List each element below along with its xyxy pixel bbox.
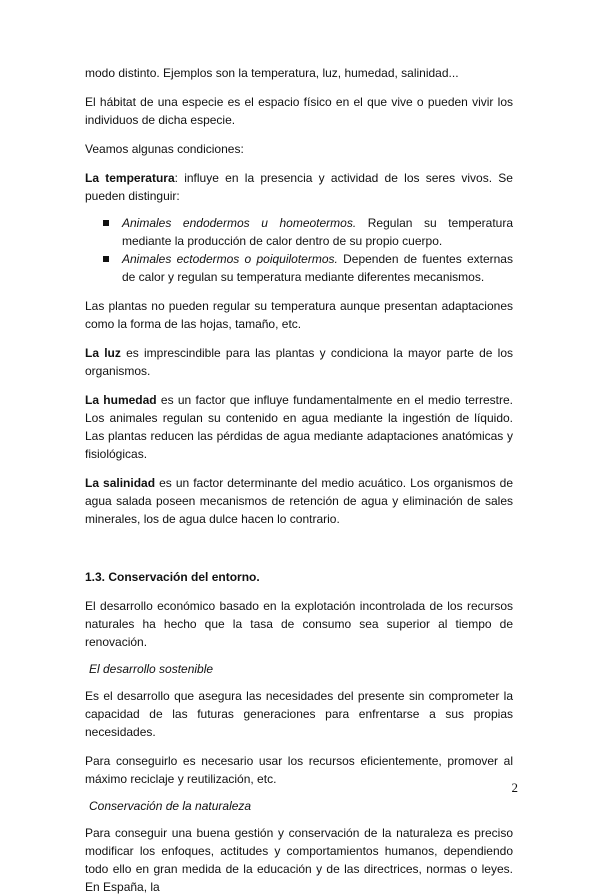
square-bullet-icon bbox=[103, 220, 109, 226]
term-temperature: La temperatura bbox=[85, 171, 175, 185]
term-light: La luz bbox=[85, 346, 121, 360]
animal-types-list bbox=[85, 214, 513, 286]
page-number: 2 bbox=[511, 780, 518, 795]
term-salinity: La salinidad bbox=[85, 476, 156, 490]
subheading-nature-conservation: Conservación de la naturaleza bbox=[89, 799, 252, 813]
paragraph-sustainable-definition: Es el desarrollo que asegura las necesidades del presente sin comprometer la capacidad de las futuras generaciones para enfrentarse a sus propias necesidades. bbox=[85, 689, 513, 739]
paragraph-conservation: Para conseguir una buena gestión y conservación de la naturaleza es preciso modificar los enfoques, actitudes y comportamientos humanos, dependiendo todo ello en gran medida de la educación y de las directrices, normas o leyes. En España, la bbox=[85, 826, 513, 894]
term-humidity: La humedad bbox=[85, 393, 157, 407]
list-item: Animales ectodermos o poiquilotermos. Dependen de fuentes externas de calor y regulan su temperatura mediante diferentes mecanismos. bbox=[85, 250, 513, 286]
paragraph-salinity: La salinidad es un factor determinante del medio acuático. Los organismos de agua salada poseen mecanismos de retención de agua y eliminación de sales minerales, los de agua dulce hacen lo contrario. bbox=[85, 476, 513, 526]
paragraph-plants-temperature: Las plantas no pueden regular su temperatura aunque presentan adaptaciones como la forma de las hojas, tamaño, etc. bbox=[85, 299, 513, 331]
paragraph-sustainable-how: Para conseguirlo es necesario usar los recursos eficientemente, promover al máximo reciclaje y reutilización, etc. bbox=[85, 754, 513, 786]
document-page bbox=[85, 64, 513, 896]
term-ectotherms: Animales ectodermos o poiquilotermos. bbox=[122, 252, 338, 266]
paragraph-economic-development: El desarrollo económico basado en la explotación incontrolada de los recursos naturales ha hecho que la tasa de consumo sea superior al tiempo de renovación. bbox=[85, 599, 513, 649]
square-bullet-icon bbox=[103, 256, 109, 262]
paragraph-intro-continued: modo distinto. Ejemplos son la temperatura, luz, humedad, salinidad... bbox=[85, 66, 459, 80]
section-heading: 1.3. Conservación del entorno. bbox=[85, 570, 260, 584]
paragraph-habitat: El hábitat de una especie es el espacio físico en el que vive o pueden vivir los individuos de dicha especie. bbox=[85, 95, 513, 127]
list-item: Animales endodermos u homeotermos. Regulan su temperatura mediante la producción de calor dentro de su propio cuerpo. bbox=[85, 214, 513, 250]
paragraph-conditions-intro: Veamos algunas condiciones: bbox=[85, 142, 244, 156]
temperature-text: : influye en la presencia y actividad de los seres vivos. Se pueden distinguir: bbox=[85, 171, 513, 203]
paragraph-light: La luz es imprescindible para las plantas y condiciona la mayor parte de los organismos. bbox=[85, 346, 513, 378]
term-endotherms: Animales endodermos u homeotermos. bbox=[122, 216, 357, 230]
paragraph-temperature bbox=[85, 169, 513, 205]
paragraph-humidity: La humedad es un factor que influye fundamentalmente en el medio terrestre. Los animales regulan su contenido en agua mediante la ingestión de líquido. Las plantas reducen las pérdidas de agua mediante adaptaciones anatómicas y fisiológicas. bbox=[85, 393, 513, 461]
subheading-sustainable-development: El desarrollo sostenible bbox=[89, 662, 214, 676]
